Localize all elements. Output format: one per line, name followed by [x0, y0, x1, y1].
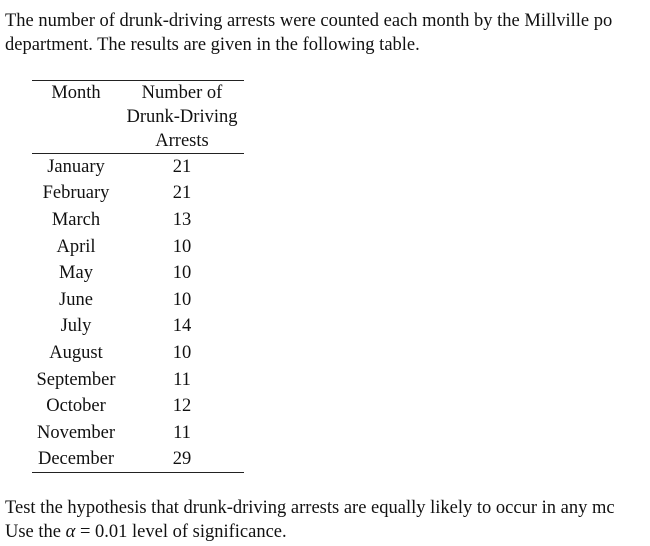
- header-row: [32, 81, 244, 154]
- month-cell: May: [59, 263, 93, 284]
- closing-line-1: Test the hypothesis that drunk-driving arrests are equally likely to occur in any mc: [5, 498, 615, 518]
- month-cell: December: [37, 449, 114, 470]
- table-row: [32, 366, 244, 393]
- month-cell: October: [46, 396, 106, 417]
- arrests-cell: 10: [172, 289, 192, 310]
- arrests-cell: 21: [172, 183, 192, 204]
- arrests-cell: 10: [172, 263, 192, 284]
- closing-paragraph: [5, 496, 650, 544]
- intro-line-1: The number of drunk-driving arrests were counted each month by the Millville po: [5, 11, 613, 31]
- arrests-cell: 11: [173, 422, 191, 443]
- table-row: [32, 154, 244, 181]
- table-body: [32, 154, 244, 473]
- table-row: [32, 207, 244, 234]
- month-cell: July: [60, 316, 92, 337]
- table-row: [32, 393, 244, 420]
- table-row: [32, 313, 244, 340]
- table-row: [32, 233, 244, 260]
- month-cell: August: [49, 342, 103, 363]
- arrests-column-header: [120, 81, 244, 154]
- arrests-cell: 14: [172, 316, 192, 337]
- arrests-cell: 10: [172, 236, 192, 257]
- month-cell: April: [56, 236, 96, 257]
- month-cell: November: [36, 422, 116, 443]
- month-cell: September: [36, 369, 116, 390]
- table-row: [32, 419, 244, 446]
- intro-paragraph: [5, 9, 650, 57]
- arrests-cell: 13: [172, 209, 192, 230]
- arrests-cell: 10: [172, 342, 192, 363]
- table-row: [32, 260, 244, 287]
- arrests-table: [32, 80, 244, 473]
- arrests-header-line-1: Number of: [141, 83, 223, 103]
- month-cell: February: [42, 183, 110, 204]
- arrests-cell: 29: [172, 449, 192, 470]
- table-row: [32, 286, 244, 313]
- intro-line-2: department. The results are given in the following table.: [5, 35, 420, 55]
- alpha-symbol: α: [65, 522, 76, 542]
- arrests-header-line-3: Arrests: [155, 131, 209, 151]
- arrests-cell: 12: [172, 396, 192, 417]
- closing-line-2-prefix: Use the: [5, 522, 66, 542]
- table-row: [32, 446, 244, 473]
- arrests-cell: 21: [172, 157, 192, 178]
- month-cell: March: [51, 209, 101, 230]
- arrests-header-line-2: Drunk-Driving: [126, 107, 238, 127]
- table-header: [32, 81, 244, 154]
- month-cell: June: [59, 289, 93, 310]
- month-column-header: Month: [51, 83, 101, 103]
- closing-line-2: [5, 520, 650, 544]
- table-row: [32, 180, 244, 207]
- month-cell: January: [47, 157, 105, 178]
- closing-line-2-suffix: = 0.01 level of significance.: [75, 522, 287, 542]
- table-row: [32, 340, 244, 367]
- arrests-cell: 11: [173, 369, 191, 390]
